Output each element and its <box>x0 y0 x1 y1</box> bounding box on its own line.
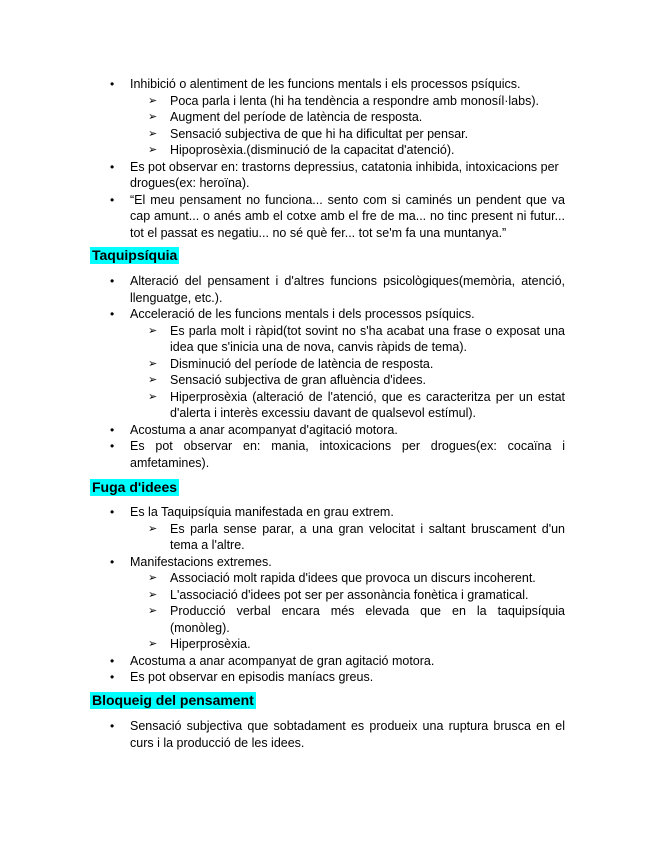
sub-list <box>130 521 565 554</box>
sub-item: ➢ Hiperprosèxia. <box>170 636 565 653</box>
list-item: • Acceleració de les funcions mentals i dels processos psíquics. ➢ Es parla molt i ràpid(tot sovint no s'ha acabat una frase o exposat una idea que s'inicia una de nova, canvis ràpids de tema). ➢ Disminució del període de latència de resposta. ➢ Sensació subjectiva de gran afluència d'idees. ➢ Hiperprosèxia (alteració de l'atenció, que es caracteritza per un estat d'alerta i interès excessiu davant de qualsevol estímul). <box>0 306 655 422</box>
sub-item: ➢ Sensació subjectiva de gran afluència d'idees. <box>170 372 565 389</box>
list-item: • Alteració del pensament i d'altres funcions psicològiques(memòria, atenció, llenguatge, etc.). <box>0 273 655 306</box>
heading-fuga-idees: Fuga d'idees <box>92 479 178 495</box>
sub-item: ➢ Es parla sense parar, a una gran velocitat i saltant bruscament d'un tema a l'altre. <box>170 521 565 554</box>
bullet-list <box>0 504 655 686</box>
sub-item: ➢ Sensació subjectiva de que hi ha dificultat per pensar. <box>170 126 565 143</box>
bullet-list <box>0 718 655 751</box>
list-item: • Es la Taquipsíquia manifestada en grau extrem. ➢ Es parla sense parar, a una gran velocitat i saltant bruscament d'un tema a l'altre. <box>0 504 655 554</box>
sub-list <box>130 323 565 422</box>
heading-bloqueig-pensament: Bloqueig del pensament <box>92 692 254 708</box>
list-item: • “El meu pensament no funciona... sento com si caminés un pendent que va cap amunt... o anés amb el cotxe amb el fre de ma... no tinc present ni futur... tot el passat es negatiu... no sé què fer... tot se'm fa una muntanya.” <box>0 192 655 242</box>
sub-item: ➢ Augment del període de latència de resposta. <box>170 109 565 126</box>
bullet-list <box>0 76 655 241</box>
sub-item: ➢ Hipoprosèxia.(disminució de la capacitat d'atenció). <box>170 142 565 159</box>
sub-item: ➢ Disminució del període de latència de resposta. <box>170 356 565 373</box>
sub-item: ➢ L'associació d'idees pot ser per assonància fonètica i gramatical. <box>170 587 565 604</box>
heading-taquipsiquia: Taquipsíquia <box>92 247 178 263</box>
list-item: • Manifestacions extremes. ➢ Associació molt rapida d'idees que provoca un discurs incoherent. ➢ L'associació d'idees pot ser per assonància fonètica i gramatical. ➢ Producció verbal encara més elevada que en la taquipsíquia (monòleg). ➢ Hiperprosèxia. <box>0 554 655 653</box>
list-item: • Sensació subjectiva que sobtadament es produeix una ruptura brusca en el curs i la producció de les idees. <box>0 718 655 751</box>
sub-item: ➢ Producció verbal encara més elevada que en la taquipsíquia (monòleg). <box>170 603 565 636</box>
list-item: • Acostuma a anar acompanyat d'agitació motora. <box>0 422 655 439</box>
bullet-list <box>0 273 655 471</box>
sub-list <box>130 93 565 159</box>
list-item: • Acostuma a anar acompanyat de gran agitació motora. <box>0 653 655 670</box>
sub-item: ➢ Es parla molt i ràpid(tot sovint no s'ha acabat una frase o exposat una idea que s'inicia una de nova, canvis ràpids de tema). <box>170 323 565 356</box>
list-item: • Es pot observar en: trastorns depressius, catatonia inhibida, intoxicacions per drogues(ex: heroïna). <box>0 159 655 192</box>
section-inhibicio <box>0 76 655 241</box>
sub-item: ➢ Poca parla i lenta (hi ha tendència a respondre amb monosíl·labs). <box>170 93 565 110</box>
list-item: • Inhibició o alentiment de les funcions mentals i els processos psíquics. ➢ Poca parla i lenta (hi ha tendència a respondre amb monosíl·labs). ➢ Augment del període de latència de resposta. ➢ Sensació subjectiva de que hi ha dificultat per pensar. ➢ Hipoprosèxia.(disminució de la capacitat d'atenció). <box>0 76 655 159</box>
section-bloqueig <box>0 718 655 751</box>
sub-item: ➢ Associació molt rapida d'idees que provoca un discurs incoherent. <box>170 570 565 587</box>
section-fuga-idees <box>0 504 655 686</box>
list-item: • Es pot observar en episodis maníacs greus. <box>0 669 655 686</box>
sub-list <box>130 570 565 653</box>
sub-item: ➢ Hiperprosèxia (alteració de l'atenció, que es caracteritza per un estat d'alerta i interès excessiu davant de qualsevol estímul). <box>170 389 565 422</box>
list-item: • Es pot observar en: mania, intoxicacions per drogues(ex: cocaïna i amfetamines). <box>0 438 655 471</box>
section-taquipsiquia <box>0 273 655 471</box>
